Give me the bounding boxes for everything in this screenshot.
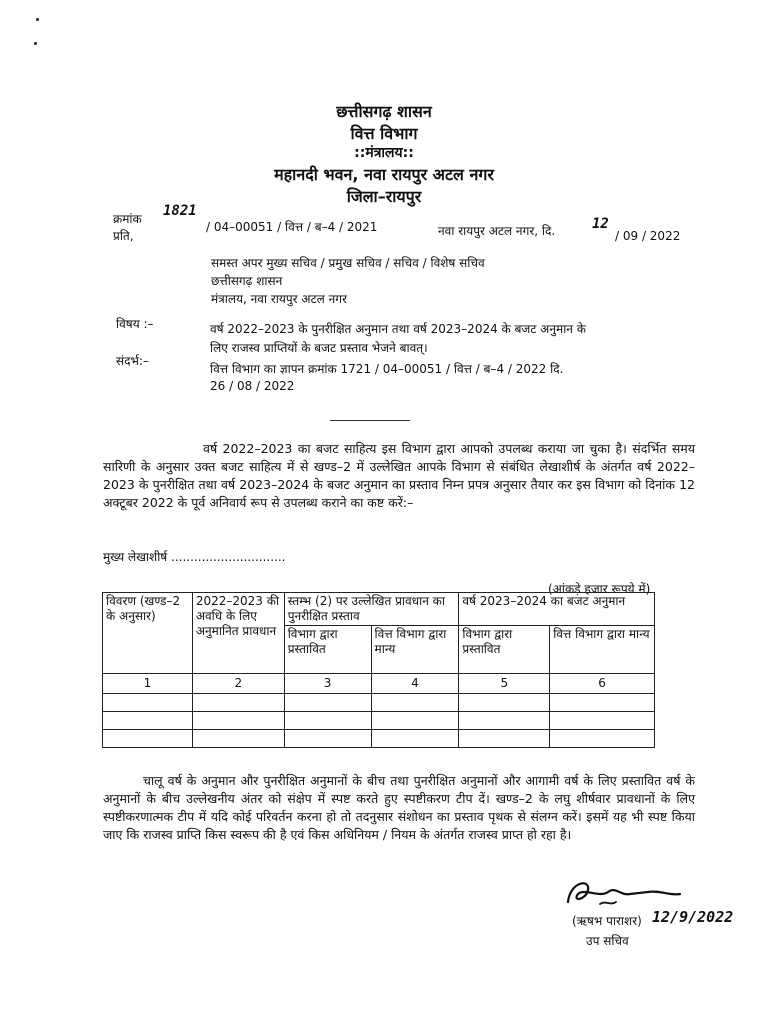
reference-line-2: 26 / 08 / 2022 bbox=[210, 379, 295, 393]
reference-line-1: वित्त विभाग का ज्ञापन क्रमांक 1721 / 04–00051 / वित्त / ब–4 / 2022 दि. bbox=[210, 362, 564, 376]
scan-mark bbox=[34, 42, 37, 45]
col-header-dept-proposed: विभाग द्वारा प्रस्तावित bbox=[284, 626, 371, 674]
col-header-estimate: 2022–2023 की अवधि के लिए अनुमानित प्रावधान bbox=[192, 593, 284, 674]
reference-label: संदर्भ:– bbox=[116, 354, 149, 368]
header-government: छत्तीसगढ़ शासन bbox=[336, 102, 432, 121]
prati-label: प्रति, bbox=[113, 229, 134, 243]
col-number: 1 bbox=[103, 674, 193, 694]
handwritten-sign-date: 12/9/2022 bbox=[652, 908, 734, 926]
col-header-revised: स्तम्भ (2) पर उल्लेखित प्रावधान का पुनरीक्षित प्रस्ताव bbox=[284, 593, 459, 626]
table-row bbox=[103, 712, 655, 730]
table-row bbox=[103, 730, 655, 748]
col-header-finance-approved: वित्त विभाग द्वारा मान्य bbox=[371, 626, 459, 674]
kramank-label: क्रमांक bbox=[113, 212, 142, 226]
body-paragraph-2: चालू वर्ष के अनुमान और पुनरीक्षित अनुमानों के बीच तथा पुनरीक्षित अनुमानों और आगामी वर्ष के लिए प्रस्तावित वर्ष के अनुमानों के बीच उल्लेखनीय अंतर को संक्षेप में स्पष्ट करते हुए स्पष्टीकरण टीप दें। खण्ड–2 के लघु शीर्षवार प्रावधानों के लिए स्पष्टीकरणात्मक टीप में यदि कोई परिवर्तन करना हो तो तदनुसार संशोधन का प्रस्ताव पृथक से संलग्न करें। इसमें यह भी स्पष्ट किया जाए कि राजस्व प्राप्ति किस स्वरूप की है एवं किस अधिनियम / नियम के अंतर्गत राजस्व प्राप्त हो रहा है। bbox=[103, 773, 695, 842]
addressee-line-2: छत्तीसगढ़ शासन bbox=[211, 274, 283, 288]
addressee-line-1: समस्त अपर मुख्य सचिव / प्रमुख सचिव / सचिव / विशेष सचिव bbox=[211, 256, 485, 270]
col-number: 2 bbox=[192, 674, 284, 694]
separator-line bbox=[330, 420, 410, 421]
body-paragraph-1: वर्ष 2022–2023 का बजट साहित्य इस विभाग द्वारा आपको उपलब्ध कराया जा चुका है। संदर्भित समय सारिणी के अनुसार उक्त बजट साहित्य में से खण्ड–2 में उल्लेखित आपके विभाग से संबंधित लेखाशीर्ष के अंतर्गत वर्ष 2022–2023 के पुनरीक्षित तथा वर्ष 2023–2024 के बजट अनुमान का प्रस्ताव निम्न प्रपत्र अनुसार तैयार कर इस विभाग को दिनांक 12 अक्टूबर 2022 के पूर्व अनिवार्य रूप से उपलब्ध कराने का कष्ट करें:– bbox=[103, 441, 695, 510]
units-note: (आंकड़े हजार रूपये में) bbox=[548, 582, 651, 596]
signatory-designation: उप सचिव bbox=[586, 934, 629, 948]
col-number: 3 bbox=[284, 674, 371, 694]
main-account-head: मुख्य लेखाशीर्ष .............................. bbox=[103, 550, 286, 564]
table-row bbox=[103, 694, 655, 712]
letter-number: / 04–00051 / वित्त / ब–4 / 2021 bbox=[206, 220, 378, 234]
col-header-dept-proposed-2: विभाग द्वारा प्रस्तावित bbox=[459, 626, 550, 674]
col-number: 4 bbox=[371, 674, 459, 694]
place-date-label: नवा रायपुर अटल नगर, दि. bbox=[438, 224, 556, 238]
header-department: वित्त विभाग bbox=[350, 124, 418, 143]
subject-line-2: लिए राजस्व प्राप्तियों के बजट प्रस्ताव भेजने बावत्। bbox=[210, 341, 428, 355]
addressee-line-3: मंत्रालय, नवा रायपुर अटल नगर bbox=[211, 292, 347, 306]
col-header-budget: वर्ष 2023–2024 का बजट अनुमान bbox=[459, 593, 655, 626]
header-district: जिला–रायपुर bbox=[346, 187, 422, 206]
subject-line-1: वर्ष 2022–2023 के पुनरीक्षित अनुमान तथा वर्ष 2023–2024 के बजट अनुमान के bbox=[210, 322, 586, 336]
col-number: 6 bbox=[550, 674, 655, 694]
col-header-description: विवरण (खण्ड–2 के अनुसार) bbox=[103, 593, 193, 674]
header-ministry: ::मंत्रालय:: bbox=[354, 145, 414, 161]
header-address: महानदी भवन, नवा रायपुर अटल नगर bbox=[274, 165, 494, 184]
handwritten-day: 12 bbox=[592, 216, 609, 232]
signatory-name: (ऋषभ पाराशर) bbox=[572, 914, 642, 928]
scan-mark bbox=[36, 18, 39, 21]
col-header-finance-approved-2: वित्त विभाग द्वारा मान्य bbox=[550, 626, 655, 674]
handwritten-number: 1821 bbox=[163, 203, 197, 219]
col-number: 5 bbox=[459, 674, 550, 694]
subject-label: विषय :– bbox=[116, 317, 154, 331]
budget-table bbox=[102, 592, 655, 748]
letter-date: / 09 / 2022 bbox=[615, 229, 681, 243]
